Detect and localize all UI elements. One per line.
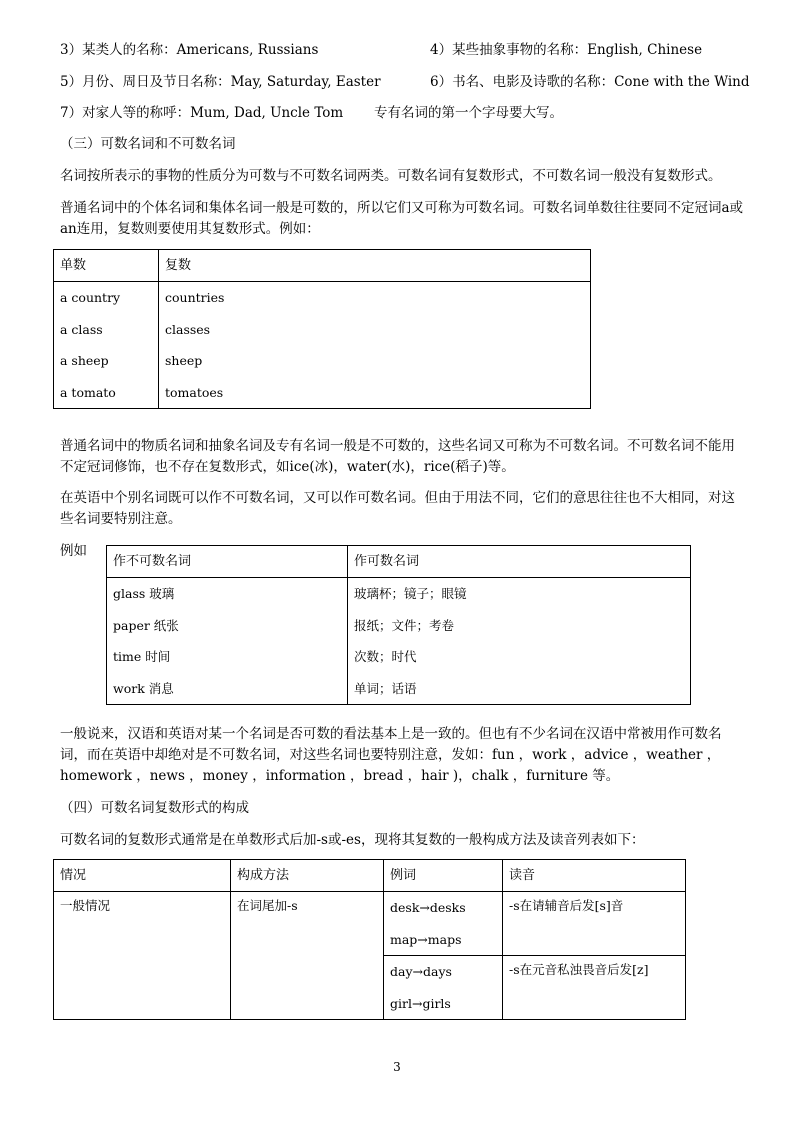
table-cell: countries xyxy=(165,290,225,305)
table-cell: 次数；时代 xyxy=(354,649,417,664)
uncountable-column xyxy=(107,578,348,705)
example-label: 例如 xyxy=(60,543,87,559)
table-cell: -s在元音私浊畏音后发[z] xyxy=(503,956,686,1020)
list-item-4: 4）某些抽象事物的名称：English, Chinese xyxy=(430,42,703,58)
table-header: 构成方法 xyxy=(231,860,384,892)
section-3-heading: （三）可数名词和不可数名词 xyxy=(60,136,236,152)
paragraph-5: 一般说来，汉语和英语对某一个名词是否可数的看法基本上是一致的。但也有不少名词在汉语中常被用作可数名词，而在英语中却绝对是不可数名词，对这些名词也要特别注意，发如：fun ，work ，advice ，weather ，homework ，news ，money ，information ，bread ，hair )，chalk ，furniture 等。 xyxy=(60,726,722,784)
table-cell: glass 玻璃 xyxy=(113,586,175,601)
table-cell: paper 纸张 xyxy=(113,617,179,633)
table-header: 复数 xyxy=(159,250,591,282)
table-cell: 一般情况 xyxy=(54,892,231,1020)
list-item-6: 6）书名、电影及诗歌的名称：Cone with the Wind xyxy=(430,74,750,90)
paragraph-4: 在英语中个别名词既可以作不可数名词，又可以作可数名词。但由于用法不同，它们的意思往往也不大相同，对这些名词要特别注意。 xyxy=(60,490,735,527)
table-cell: a class xyxy=(60,321,103,337)
table-cell: work 消息 xyxy=(113,680,174,696)
plural-column xyxy=(159,282,591,409)
table-cell: tomatoes xyxy=(165,384,224,400)
table-cell: time 时间 xyxy=(113,649,171,664)
table-header: 例词 xyxy=(384,860,503,892)
examples-group-a xyxy=(384,892,503,956)
table-cell: map→maps xyxy=(390,931,462,947)
list-item-5: 5）月份、周日及节日名称：May, Saturday, Easter xyxy=(60,74,381,90)
table-header: 单数 xyxy=(54,250,159,282)
table-cell: a sheep xyxy=(60,353,109,368)
examples-group-b xyxy=(384,956,503,1020)
singular-column xyxy=(54,282,159,409)
table-header: 读音 xyxy=(503,860,686,892)
paragraph-3: 普通名词中的物质名词和抽象名词及专有名词一般是不可数的，这些名词又可称为不可数名词。不可数名词不能用不定冠词修饰，也不存在复数形式，如ice(冰)，water(水)，rice(稻子)等。 xyxy=(60,438,735,475)
table-header: 作可数名词 xyxy=(348,546,691,578)
table-cell: 单词；话语 xyxy=(354,680,417,696)
table-header: 作不可数名词 xyxy=(107,546,348,578)
table-cell: -s在请辅音后发[s]音 xyxy=(503,892,686,956)
plural-formation-table xyxy=(53,859,686,1020)
countable-column xyxy=(348,578,691,705)
table-cell: a tomato xyxy=(60,384,116,400)
table-cell: girl→girls xyxy=(390,995,451,1011)
paragraph-2: 普通名词中的个体名词和集体名词一般是可数的，所以它们又可称为可数名词。可数名词单数往往要同不定冠词a或an连用，复数则要使用其复数形式。例如： xyxy=(60,200,744,237)
table-cell: classes xyxy=(165,321,211,337)
list-item-3: 3）某类人的名称：Americans, Russians xyxy=(60,42,319,58)
table-cell: sheep xyxy=(165,353,203,368)
table-cell: 玻璃杯；镜子；眼镜 xyxy=(354,586,467,601)
table-cell: 报纸；文件；考卷 xyxy=(354,617,455,633)
table-cell: a country xyxy=(60,290,121,305)
uncountable-countable-table xyxy=(106,545,691,705)
singular-plural-table xyxy=(53,249,591,409)
page-number: 3 xyxy=(393,1060,401,1074)
list-item-7: 7）对家人等的称呼：Mum, Dad, Uncle Tom xyxy=(60,105,344,121)
capital-note: 专有名词的第一个字母要大写。 xyxy=(374,105,563,121)
table-header: 情况 xyxy=(54,860,231,892)
paragraph-6: 可数名词的复数形式通常是在单数形式后加-s或-es，现将其复数的一般构成方法及读音列表如下： xyxy=(60,832,645,848)
section-4-heading: （四）可数名词复数形式的构成 xyxy=(60,800,249,816)
paragraph-1: 名词按所表示的事物的性质分为可数与不可数名词两类。可数名词有复数形式，不可数名词一般没有复数形式。 xyxy=(60,168,722,184)
table-cell: desk→desks xyxy=(390,900,466,915)
table-cell: day→days xyxy=(390,964,452,979)
table-cell: 在词尾加-s xyxy=(231,892,384,1020)
